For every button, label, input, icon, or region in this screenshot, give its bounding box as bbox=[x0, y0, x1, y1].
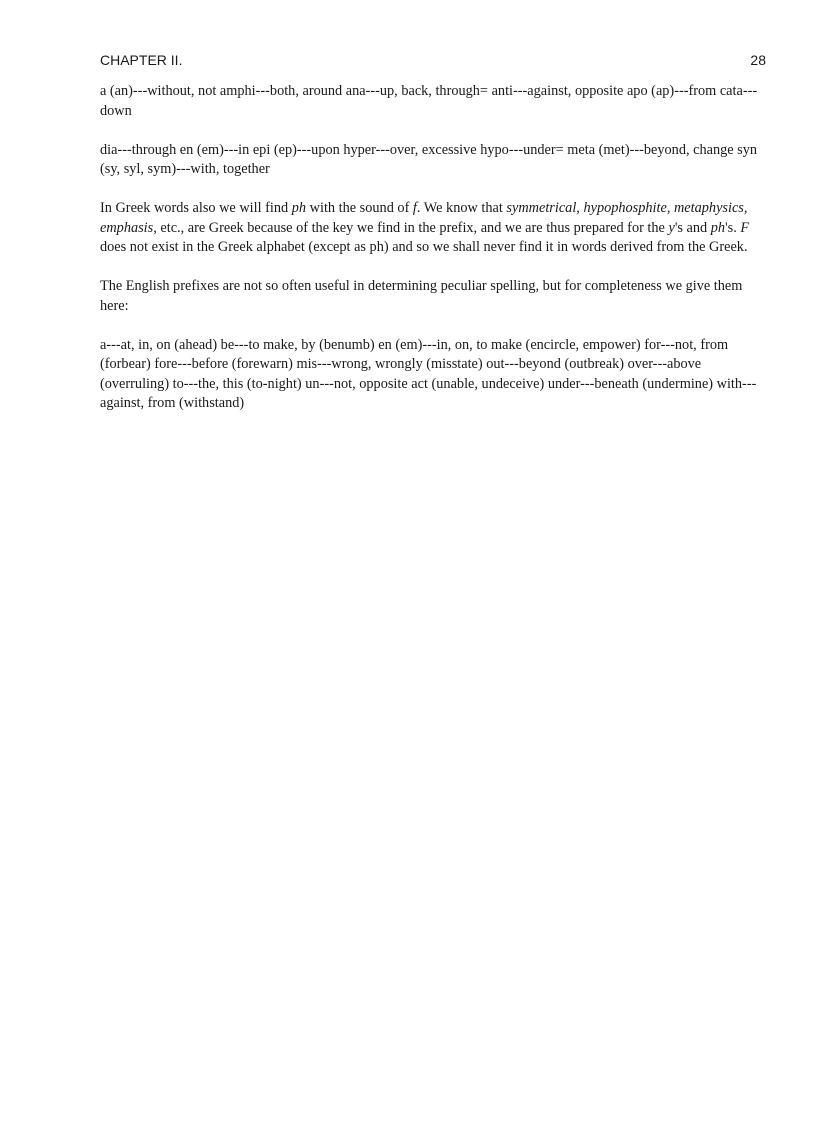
italic-text-run: ph bbox=[291, 200, 307, 216]
text-run: dia---through en (em)---in epi (ep)---upon hyper---over, excessive hypo---under= meta (met)---beyond, change syn (sy, syl, sym)---with, together bbox=[100, 141, 758, 177]
text-run: The English prefixes are not so often useful in determining peculiar spelling, but for completeness we give them here: bbox=[100, 278, 743, 314]
text-run: 's and bbox=[674, 219, 711, 236]
page-number: 28 bbox=[750, 52, 766, 68]
text-run: etc., are Greek because of the key we find in the prefix, and we are thus prepared for the bbox=[156, 219, 669, 236]
text-run: a (an)---without, not amphi---both, around ana---up, back, through= anti---against, opposite apo (ap)---from cata---down bbox=[100, 83, 758, 119]
text-run: . We know that bbox=[416, 200, 507, 216]
body-text bbox=[100, 82, 760, 414]
text-run: In Greek words also we will find bbox=[100, 200, 292, 216]
italic-text-run: symmetrical, hypophosphite, metaphysics, emphasis, bbox=[100, 200, 748, 236]
paragraph bbox=[100, 336, 760, 414]
paragraph bbox=[100, 199, 760, 258]
italic-text-run: F bbox=[740, 219, 750, 236]
italic-text-run: ph bbox=[710, 219, 726, 236]
italic-text-run: y bbox=[668, 219, 675, 236]
text-run: a---at, in, on (ahead) be---to make, by (benumb) en (em)---in, on, to make (encircle, empower) for---not, from (forbear) fore---before (forewarn) mis---wrong, wrongly (misstate) out---beyond (outbreak) over---above (overruling) to---the, this (to-night) un---not, opposite act (unable, undeceive) under---beneath (undermine) with---against, from (withstand) bbox=[100, 336, 757, 411]
text-run: does not exist in the Greek alphabet (except as ph) and so we shall never find it in words derived from the Greek. bbox=[100, 239, 748, 255]
chapter-title: CHAPTER II. bbox=[100, 52, 183, 68]
italic-text-run: f bbox=[412, 200, 417, 216]
text-run: with the sound of bbox=[306, 200, 413, 216]
text-run: 's. bbox=[725, 219, 741, 236]
paragraph bbox=[100, 141, 760, 180]
paragraph bbox=[100, 82, 760, 121]
running-header bbox=[100, 52, 766, 72]
paragraph bbox=[100, 277, 760, 316]
